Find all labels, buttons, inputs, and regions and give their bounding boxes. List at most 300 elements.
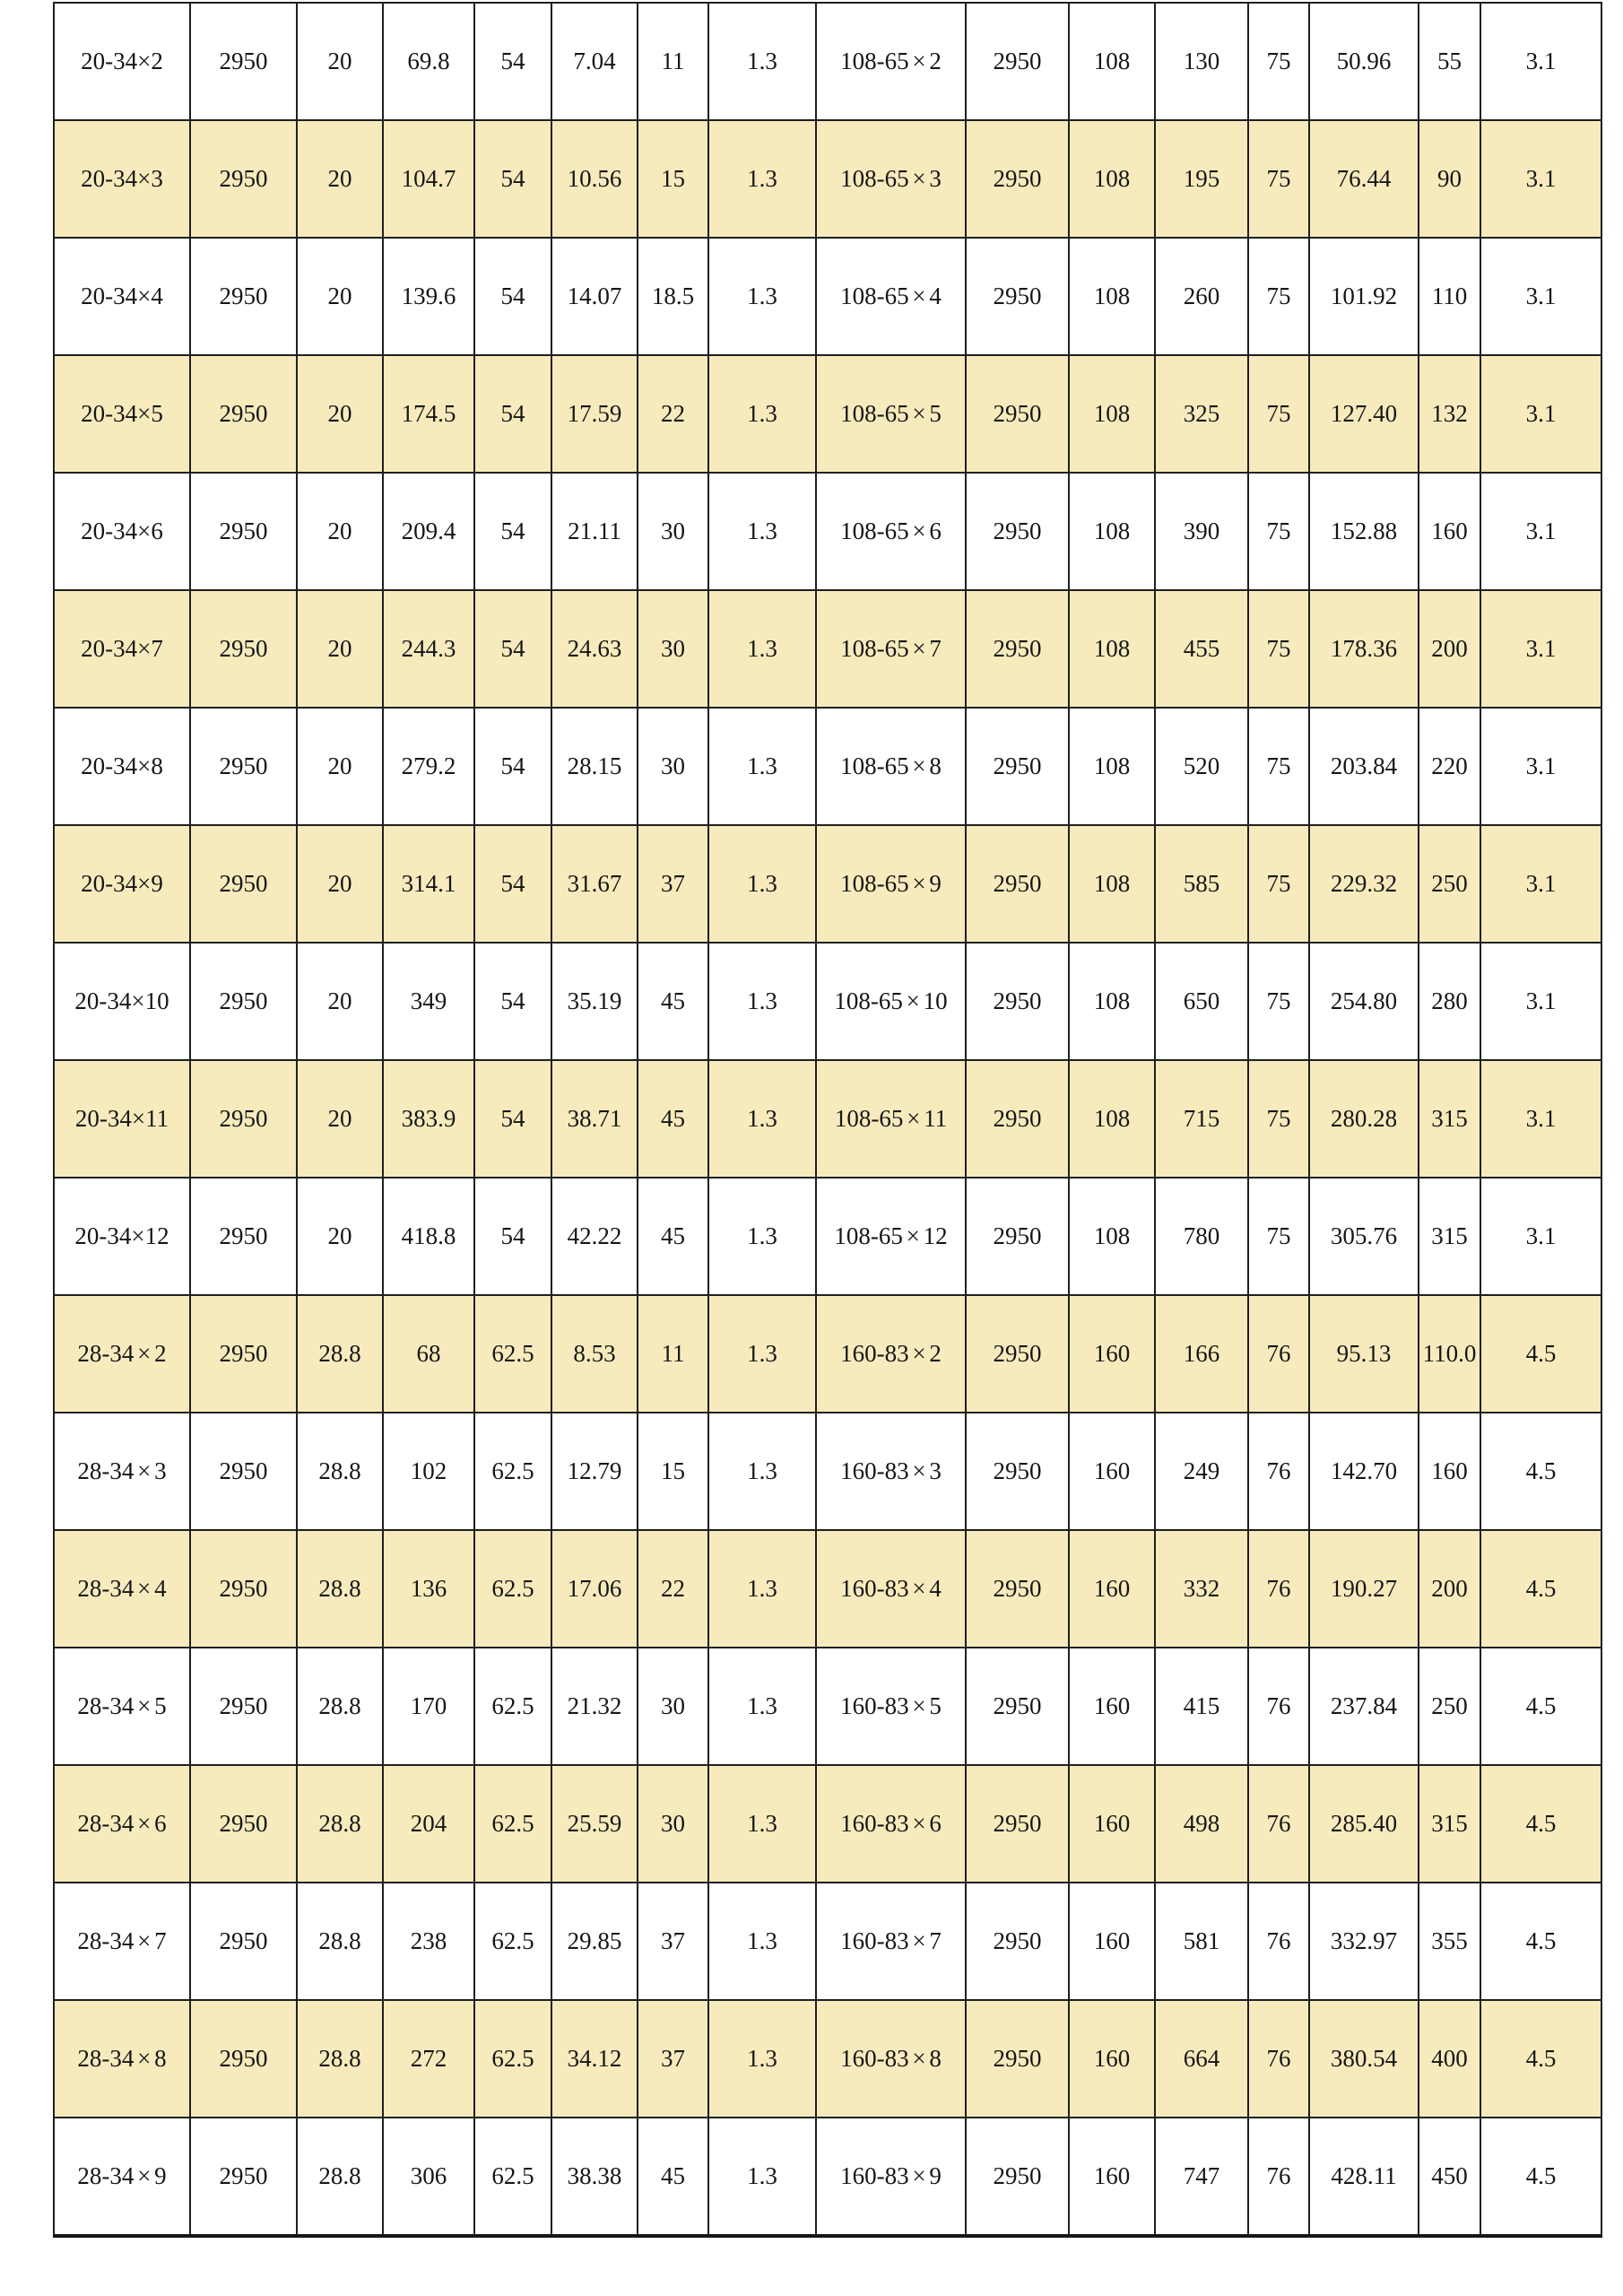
- value-cell: 38.71: [551, 1060, 638, 1178]
- value-cell: 22: [638, 1530, 708, 1648]
- value-cell: 160: [1069, 1765, 1155, 1883]
- value-cell: 75: [1248, 238, 1309, 355]
- value-cell: 75: [1248, 473, 1309, 590]
- value-cell: 229.32: [1309, 825, 1419, 943]
- value-cell: 1.3: [708, 1530, 816, 1648]
- value-cell: 2950: [966, 825, 1069, 943]
- value-cell: 20: [297, 943, 383, 1060]
- multiplication-sign: ×: [906, 1222, 920, 1249]
- multiplication-sign: ×: [137, 1927, 152, 1954]
- value-cell: 1.3: [708, 1883, 816, 2000]
- value-cell: 585: [1155, 825, 1248, 943]
- multiplication-sign: ×: [912, 2045, 926, 2072]
- value-cell: 400: [1419, 2000, 1480, 2118]
- value-cell: 380.54: [1309, 2000, 1419, 2118]
- value-cell: 17.06: [551, 1530, 638, 1648]
- value-cell: 136: [383, 1530, 474, 1648]
- model-cell: 28-34 × 9: [54, 2118, 190, 2236]
- multiplication-sign: ×: [912, 400, 926, 427]
- value-cell: 54: [474, 825, 551, 943]
- value-cell: 54: [474, 590, 551, 708]
- value-cell: 4.5: [1480, 1413, 1601, 1530]
- value-cell: 260: [1155, 238, 1248, 355]
- value-cell: 45: [638, 2118, 708, 2236]
- value-cell: 244.3: [383, 590, 474, 708]
- value-cell: 2950: [966, 3, 1069, 120]
- value-cell: 170: [383, 1648, 474, 1765]
- value-cell: 95.13: [1309, 1295, 1419, 1413]
- value-cell: 62.5: [474, 1883, 551, 2000]
- value-cell: 2950: [190, 238, 297, 355]
- value-cell: 28.8: [297, 1530, 383, 1648]
- multiplication-sign: ×: [906, 987, 920, 1014]
- value-cell: 108: [1069, 3, 1155, 120]
- model-cell: 160-83 × 7: [816, 1883, 966, 2000]
- value-cell: 2950: [966, 1765, 1069, 1883]
- value-cell: 272: [383, 2000, 474, 2118]
- value-cell: 68: [383, 1295, 474, 1413]
- value-cell: 1.3: [708, 825, 816, 943]
- value-cell: 3.1: [1480, 1060, 1601, 1178]
- value-cell: 2950: [966, 708, 1069, 825]
- table-row: [54, 1413, 1601, 1530]
- value-cell: 20: [297, 825, 383, 943]
- model-cell: 20-34×7: [54, 590, 190, 708]
- value-cell: 160: [1069, 1413, 1155, 1530]
- value-cell: 2950: [190, 2118, 297, 2236]
- model-cell: 20-34×3: [54, 120, 190, 238]
- value-cell: 11: [638, 3, 708, 120]
- multiplication-sign: ×: [137, 1810, 152, 1837]
- multiplication-sign: ×: [912, 1810, 926, 1837]
- value-cell: 315: [1419, 1060, 1480, 1178]
- multiplication-sign: ×: [912, 870, 926, 897]
- value-cell: 1.3: [708, 2118, 816, 2236]
- value-cell: 54: [474, 943, 551, 1060]
- value-cell: 332.97: [1309, 1883, 1419, 2000]
- value-cell: 3.1: [1480, 1178, 1601, 1295]
- value-cell: 325: [1155, 355, 1248, 473]
- value-cell: 15: [638, 120, 708, 238]
- value-cell: 2950: [966, 2000, 1069, 2118]
- multiplication-sign: ×: [912, 1927, 926, 1954]
- multiplication-sign: ×: [137, 2162, 152, 2189]
- model-cell: 108-65 × 9: [816, 825, 966, 943]
- table-row: [54, 825, 1601, 943]
- value-cell: 2950: [190, 2000, 297, 2118]
- value-cell: 132: [1419, 355, 1480, 473]
- multiplication-sign: ×: [912, 1575, 926, 1602]
- table-row: [54, 1883, 1601, 2000]
- value-cell: 285.40: [1309, 1765, 1419, 1883]
- value-cell: 2950: [190, 1765, 297, 1883]
- model-cell: 160-83 × 4: [816, 1530, 966, 1648]
- value-cell: 4.5: [1480, 1295, 1601, 1413]
- model-cell: 108-65 × 6: [816, 473, 966, 590]
- model-cell: 160-83 × 8: [816, 2000, 966, 2118]
- value-cell: 62.5: [474, 2000, 551, 2118]
- value-cell: 110.0: [1419, 1295, 1480, 1413]
- model-cell: 20-34×10: [54, 943, 190, 1060]
- value-cell: 418.8: [383, 1178, 474, 1295]
- value-cell: 4.5: [1480, 1765, 1601, 1883]
- value-cell: 76: [1248, 1295, 1309, 1413]
- value-cell: 355: [1419, 1883, 1480, 2000]
- multiplication-sign: ×: [912, 48, 926, 74]
- value-cell: 142.70: [1309, 1413, 1419, 1530]
- value-cell: 30: [638, 473, 708, 590]
- value-cell: 2950: [966, 1178, 1069, 1295]
- value-cell: 12.79: [551, 1413, 638, 1530]
- value-cell: 30: [638, 1765, 708, 1883]
- table-row: [54, 1530, 1601, 1648]
- value-cell: 2950: [966, 1060, 1069, 1178]
- value-cell: 29.85: [551, 1883, 638, 2000]
- model-cell: 160-83 × 9: [816, 2118, 966, 2236]
- value-cell: 11: [638, 1295, 708, 1413]
- table-row: [54, 1765, 1601, 1883]
- value-cell: 15: [638, 1413, 708, 1530]
- value-cell: 3.1: [1480, 355, 1601, 473]
- value-cell: 160: [1069, 1530, 1155, 1648]
- value-cell: 250: [1419, 825, 1480, 943]
- value-cell: 174.5: [383, 355, 474, 473]
- model-cell: 28-34 × 7: [54, 1883, 190, 2000]
- value-cell: 160: [1419, 473, 1480, 590]
- value-cell: 650: [1155, 943, 1248, 1060]
- table-row: [54, 3, 1601, 120]
- value-cell: 20: [297, 3, 383, 120]
- value-cell: 2950: [966, 1883, 1069, 2000]
- value-cell: 520: [1155, 708, 1248, 825]
- model-cell: 160-83 × 3: [816, 1413, 966, 1530]
- value-cell: 178.36: [1309, 590, 1419, 708]
- value-cell: 34.12: [551, 2000, 638, 2118]
- value-cell: 28.8: [297, 1413, 383, 1530]
- value-cell: 35.19: [551, 943, 638, 1060]
- model-cell: 108-65 × 2: [816, 3, 966, 120]
- value-cell: 314.1: [383, 825, 474, 943]
- value-cell: 75: [1248, 590, 1309, 708]
- value-cell: 1.3: [708, 590, 816, 708]
- value-cell: 76: [1248, 1648, 1309, 1765]
- value-cell: 2950: [966, 120, 1069, 238]
- value-cell: 349: [383, 943, 474, 1060]
- value-cell: 30: [638, 590, 708, 708]
- table-row: [54, 473, 1601, 590]
- value-cell: 28.8: [297, 2118, 383, 2236]
- value-cell: 28.8: [297, 2000, 383, 2118]
- model-cell: 28-34 × 6: [54, 1765, 190, 1883]
- value-cell: 75: [1248, 120, 1309, 238]
- multiplication-sign: ×: [137, 2045, 152, 2072]
- value-cell: 2950: [190, 708, 297, 825]
- value-cell: 3.1: [1480, 120, 1601, 238]
- value-cell: 54: [474, 708, 551, 825]
- value-cell: 20: [297, 120, 383, 238]
- value-cell: 4.5: [1480, 2000, 1601, 2118]
- value-cell: 200: [1419, 590, 1480, 708]
- value-cell: 2950: [966, 943, 1069, 1060]
- value-cell: 45: [638, 943, 708, 1060]
- value-cell: 110: [1419, 238, 1480, 355]
- value-cell: 22: [638, 355, 708, 473]
- value-cell: 747: [1155, 2118, 1248, 2236]
- value-cell: 160: [1069, 1883, 1155, 2000]
- table-row: [54, 943, 1601, 1060]
- value-cell: 1.3: [708, 238, 816, 355]
- value-cell: 1.3: [708, 1413, 816, 1530]
- value-cell: 664: [1155, 2000, 1248, 2118]
- value-cell: 160: [1069, 2118, 1155, 2236]
- value-cell: 2950: [190, 1295, 297, 1413]
- value-cell: 280.28: [1309, 1060, 1419, 1178]
- value-cell: 220: [1419, 708, 1480, 825]
- value-cell: 108: [1069, 120, 1155, 238]
- value-cell: 581: [1155, 1883, 1248, 2000]
- value-cell: 1.3: [708, 2000, 816, 2118]
- value-cell: 2950: [190, 943, 297, 1060]
- value-cell: 4.5: [1480, 1883, 1601, 2000]
- value-cell: 3.1: [1480, 3, 1601, 120]
- value-cell: 102: [383, 1413, 474, 1530]
- value-cell: 130: [1155, 3, 1248, 120]
- value-cell: 2950: [966, 355, 1069, 473]
- value-cell: 2950: [966, 473, 1069, 590]
- multiplication-sign: ×: [912, 517, 926, 544]
- value-cell: 28.8: [297, 1648, 383, 1765]
- value-cell: 2950: [966, 1648, 1069, 1765]
- multiplication-sign: ×: [137, 1340, 152, 1367]
- value-cell: 20: [297, 355, 383, 473]
- value-cell: 152.88: [1309, 473, 1419, 590]
- value-cell: 204: [383, 1765, 474, 1883]
- value-cell: 76: [1248, 2118, 1309, 2236]
- model-cell: 108-65 × 12: [816, 1178, 966, 1295]
- value-cell: 4.5: [1480, 1648, 1601, 1765]
- value-cell: 76: [1248, 1883, 1309, 2000]
- value-cell: 54: [474, 3, 551, 120]
- value-cell: 54: [474, 355, 551, 473]
- value-cell: 20: [297, 590, 383, 708]
- value-cell: 1.3: [708, 1178, 816, 1295]
- value-cell: 108: [1069, 590, 1155, 708]
- table-row: [54, 1060, 1601, 1178]
- value-cell: 1.3: [708, 473, 816, 590]
- table-row: [54, 708, 1601, 825]
- value-cell: 62.5: [474, 1413, 551, 1530]
- value-cell: 160: [1069, 2000, 1155, 2118]
- value-cell: 2950: [190, 1648, 297, 1765]
- value-cell: 332: [1155, 1530, 1248, 1648]
- value-cell: 2950: [190, 473, 297, 590]
- value-cell: 62.5: [474, 1530, 551, 1648]
- value-cell: 3.1: [1480, 238, 1601, 355]
- value-cell: 2950: [190, 1178, 297, 1295]
- value-cell: 108: [1069, 238, 1155, 355]
- value-cell: 90: [1419, 120, 1480, 238]
- value-cell: 160: [1419, 1413, 1480, 1530]
- value-cell: 76: [1248, 1413, 1309, 1530]
- model-cell: 108-65 × 3: [816, 120, 966, 238]
- value-cell: 2950: [190, 355, 297, 473]
- multiplication-sign: ×: [912, 635, 926, 662]
- value-cell: 2950: [190, 590, 297, 708]
- value-cell: 2950: [190, 1530, 297, 1648]
- value-cell: 54: [474, 473, 551, 590]
- value-cell: 17.59: [551, 355, 638, 473]
- table-row: [54, 590, 1601, 708]
- value-cell: 2950: [966, 1295, 1069, 1413]
- model-cell: 28-34 × 5: [54, 1648, 190, 1765]
- value-cell: 195: [1155, 120, 1248, 238]
- value-cell: 20: [297, 708, 383, 825]
- model-cell: 108-65 × 7: [816, 590, 966, 708]
- value-cell: 108: [1069, 1178, 1155, 1295]
- value-cell: 30: [638, 708, 708, 825]
- value-cell: 37: [638, 825, 708, 943]
- value-cell: 8.53: [551, 1295, 638, 1413]
- value-cell: 62.5: [474, 2118, 551, 2236]
- value-cell: 28.8: [297, 1765, 383, 1883]
- model-cell: 20-34×6: [54, 473, 190, 590]
- value-cell: 280: [1419, 943, 1480, 1060]
- value-cell: 203.84: [1309, 708, 1419, 825]
- value-cell: 62.5: [474, 1765, 551, 1883]
- model-cell: 28-34 × 8: [54, 2000, 190, 2118]
- table-row: [54, 1178, 1601, 1295]
- model-cell: 20-34×12: [54, 1178, 190, 1295]
- value-cell: 315: [1419, 1178, 1480, 1295]
- value-cell: 62.5: [474, 1648, 551, 1765]
- table-row: [54, 238, 1601, 355]
- value-cell: 30: [638, 1648, 708, 1765]
- value-cell: 24.63: [551, 590, 638, 708]
- value-cell: 3.1: [1480, 825, 1601, 943]
- model-cell: 28-34 × 4: [54, 1530, 190, 1648]
- value-cell: 498: [1155, 1765, 1248, 1883]
- value-cell: 315: [1419, 1765, 1480, 1883]
- value-cell: 2950: [966, 1530, 1069, 1648]
- value-cell: 14.07: [551, 238, 638, 355]
- multiplication-sign: ×: [912, 165, 926, 192]
- value-cell: 2950: [190, 1883, 297, 2000]
- model-cell: 20-34×11: [54, 1060, 190, 1178]
- model-cell: 20-34×2: [54, 3, 190, 120]
- value-cell: 166: [1155, 1295, 1248, 1413]
- value-cell: 306: [383, 2118, 474, 2236]
- value-cell: 76: [1248, 2000, 1309, 2118]
- multiplication-sign: ×: [912, 752, 926, 779]
- value-cell: 1.3: [708, 1648, 816, 1765]
- value-cell: 108: [1069, 473, 1155, 590]
- value-cell: 1.3: [708, 943, 816, 1060]
- value-cell: 75: [1248, 1060, 1309, 1178]
- value-cell: 54: [474, 238, 551, 355]
- value-cell: 1.3: [708, 1060, 816, 1178]
- value-cell: 254.80: [1309, 943, 1419, 1060]
- value-cell: 127.40: [1309, 355, 1419, 473]
- table-row: [54, 2000, 1601, 2118]
- model-cell: 160-83 × 5: [816, 1648, 966, 1765]
- value-cell: 3.1: [1480, 708, 1601, 825]
- model-cell: 20-34×8: [54, 708, 190, 825]
- value-cell: 4.5: [1480, 1530, 1601, 1648]
- model-cell: 28-34 × 2: [54, 1295, 190, 1413]
- table-row: [54, 1295, 1601, 1413]
- value-cell: 20: [297, 1060, 383, 1178]
- value-cell: 31.67: [551, 825, 638, 943]
- value-cell: 75: [1248, 355, 1309, 473]
- value-cell: 54: [474, 120, 551, 238]
- value-cell: 10.56: [551, 120, 638, 238]
- value-cell: 75: [1248, 1178, 1309, 1295]
- value-cell: 62.5: [474, 1295, 551, 1413]
- value-cell: 104.7: [383, 120, 474, 238]
- table-row: [54, 355, 1601, 473]
- value-cell: 38.38: [551, 2118, 638, 2236]
- value-cell: 108: [1069, 943, 1155, 1060]
- value-cell: 18.5: [638, 238, 708, 355]
- model-cell: 160-83 × 6: [816, 1765, 966, 1883]
- value-cell: 21.32: [551, 1648, 638, 1765]
- pump-spec-table: [53, 2, 1602, 2238]
- table-row: [54, 1648, 1601, 1765]
- model-cell: 108-65 × 5: [816, 355, 966, 473]
- value-cell: 108: [1069, 825, 1155, 943]
- model-cell: 28-34 × 3: [54, 1413, 190, 1530]
- value-cell: 2950: [966, 1413, 1069, 1530]
- value-cell: 305.76: [1309, 1178, 1419, 1295]
- value-cell: 2950: [966, 590, 1069, 708]
- value-cell: 238: [383, 1883, 474, 2000]
- value-cell: 76: [1248, 1530, 1309, 1648]
- model-cell: 108-65 × 4: [816, 238, 966, 355]
- value-cell: 2950: [966, 238, 1069, 355]
- value-cell: 37: [638, 2000, 708, 2118]
- table-row: [54, 2118, 1601, 2236]
- value-cell: 2950: [190, 1060, 297, 1178]
- value-cell: 21.11: [551, 473, 638, 590]
- multiplication-sign: ×: [137, 1457, 152, 1484]
- value-cell: 75: [1248, 943, 1309, 1060]
- value-cell: 76.44: [1309, 120, 1419, 238]
- value-cell: 3.1: [1480, 473, 1601, 590]
- value-cell: 101.92: [1309, 238, 1419, 355]
- multiplication-sign: ×: [912, 1692, 926, 1719]
- multiplication-sign: ×: [907, 1105, 921, 1132]
- value-cell: 715: [1155, 1060, 1248, 1178]
- value-cell: 37: [638, 1883, 708, 2000]
- value-cell: 383.9: [383, 1060, 474, 1178]
- value-cell: 450: [1419, 2118, 1480, 2236]
- value-cell: 250: [1419, 1648, 1480, 1765]
- value-cell: 42.22: [551, 1178, 638, 1295]
- value-cell: 190.27: [1309, 1530, 1419, 1648]
- value-cell: 108: [1069, 355, 1155, 473]
- value-cell: 2950: [190, 825, 297, 943]
- value-cell: 4.5: [1480, 2118, 1601, 2236]
- value-cell: 455: [1155, 590, 1248, 708]
- multiplication-sign: ×: [912, 283, 926, 309]
- value-cell: 2950: [190, 3, 297, 120]
- model-cell: 20-34×9: [54, 825, 190, 943]
- value-cell: 20: [297, 238, 383, 355]
- multiplication-sign: ×: [912, 2162, 926, 2189]
- model-cell: 20-34×4: [54, 238, 190, 355]
- value-cell: 28.15: [551, 708, 638, 825]
- value-cell: 1.3: [708, 1295, 816, 1413]
